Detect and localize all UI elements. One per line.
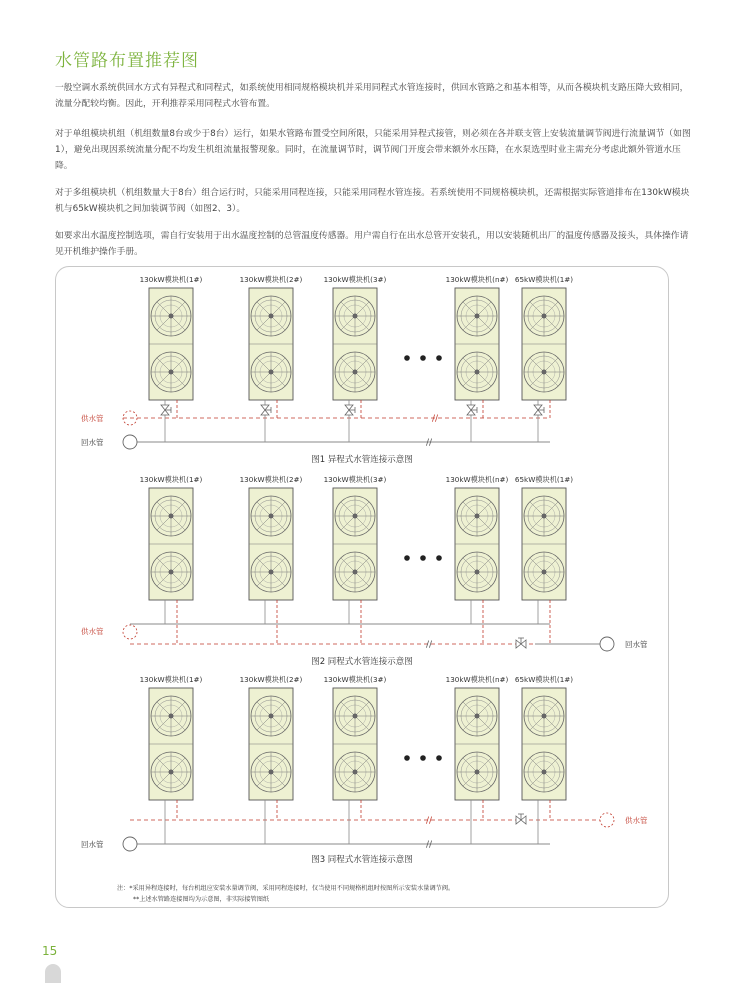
fan-icon xyxy=(151,296,191,336)
module-unit xyxy=(149,688,193,800)
module-unit xyxy=(333,688,377,800)
module-unit xyxy=(455,288,499,400)
ellipsis-dot xyxy=(436,755,442,761)
fan-icon xyxy=(251,496,291,536)
fan-icon xyxy=(524,496,564,536)
valve-icon xyxy=(467,405,477,415)
fan-icon xyxy=(151,696,191,736)
fan-icon xyxy=(524,296,564,336)
paragraph-single-group: 对于单组模块机组（机组数量8台或少于8台）运行，如果水管路布置受空间所限，只能采用异程式接管，则必须在各并联支管上安装流量调节阀进行流量调节（如图1），避免出现因系统流量分配不均发生机组流量报警现象。同时，在流量调节时，调节阀门开度会带来额外水压降，在水泵选型时业主需充分考虑此额外管道水压降。 xyxy=(55,129,691,171)
unit-label: 65kW模块机(1#) xyxy=(514,675,574,684)
diagram-2 xyxy=(81,475,648,667)
unit-label: 130kW模块机(2#) xyxy=(239,675,303,684)
fan-icon xyxy=(251,696,291,736)
unit-label: 130kW模块机(2#) xyxy=(239,275,303,284)
fan-icon xyxy=(457,696,497,736)
note-2: **上述水管路连接图均为示意图，非实际接管图纸 xyxy=(133,896,270,903)
module-unit xyxy=(149,488,193,600)
unit-label: 130kW模块机(1#) xyxy=(139,675,203,684)
return-pipe-end xyxy=(123,435,137,449)
supply-pipe-end xyxy=(600,813,614,827)
valve-icon xyxy=(345,405,355,415)
unit-label: 130kW模块机(3#) xyxy=(323,275,387,284)
valve-icon xyxy=(261,405,271,415)
unit-label: 130kW模块机(n#) xyxy=(445,675,509,684)
fan-icon xyxy=(335,696,375,736)
valve-icon xyxy=(516,638,526,648)
ellipsis-dot xyxy=(420,555,426,561)
fan-icon xyxy=(151,496,191,536)
fan-icon xyxy=(335,352,375,392)
pipe-break: // xyxy=(425,840,433,850)
paragraph-multi-group: 对于多组模块机（机组数量大于8台）组合运行时，只能采用同程连接，只能采用同程水管连接。若系统使用不同规格模块机，还需根据实际管道排布在130kW模块机与65kW模块机之间加装调节阀（如图2、3）。 xyxy=(55,188,690,214)
pipe-break: // xyxy=(431,414,439,424)
supply-label: 供水管 xyxy=(81,627,104,636)
module-unit xyxy=(249,688,293,800)
ellipsis-dot xyxy=(420,355,426,361)
unit-label: 130kW模块机(n#) xyxy=(445,275,509,284)
figure-caption: 图2 同程式水管连接示意图 xyxy=(311,657,413,667)
supply-label: 供水管 xyxy=(81,414,104,423)
module-unit xyxy=(522,288,566,400)
unit-label: 130kW模块机(2#) xyxy=(239,475,303,484)
page-tab xyxy=(45,964,61,983)
fan-icon xyxy=(524,352,564,392)
unit-label: 130kW模块机(3#) xyxy=(323,675,387,684)
fan-icon xyxy=(457,752,497,792)
return-pipe-end xyxy=(600,637,614,651)
return-label: 回水管 xyxy=(81,438,104,447)
fan-icon xyxy=(457,352,497,392)
return-label: 回水管 xyxy=(625,640,648,649)
module-unit xyxy=(333,488,377,600)
module-unit xyxy=(522,488,566,600)
module-unit xyxy=(455,688,499,800)
ellipsis-dot xyxy=(404,355,410,361)
module-unit xyxy=(333,288,377,400)
pipe-break: // xyxy=(425,438,433,448)
unit-label: 65kW模块机(1#) xyxy=(514,475,574,484)
return-label: 回水管 xyxy=(81,840,104,849)
supply-pipe-end xyxy=(123,625,137,639)
module-unit xyxy=(249,488,293,600)
fan-icon xyxy=(524,752,564,792)
fan-icon xyxy=(151,352,191,392)
fan-icon xyxy=(524,696,564,736)
fan-icon xyxy=(251,552,291,592)
note-1: 注：*采用异程连接时，每台机组应安装水量调节阀，采用同程连接时，仅当使用不同规格机组时按图所示安装水量调节阀。 xyxy=(117,885,455,892)
return-pipe-end xyxy=(123,837,137,851)
figure-caption: 图1 异程式水管连接示意图 xyxy=(311,455,413,465)
fan-icon xyxy=(151,552,191,592)
fan-icon xyxy=(151,752,191,792)
valve-icon xyxy=(516,814,526,824)
ellipsis-dot xyxy=(436,355,442,361)
piping-diagram xyxy=(55,266,669,908)
module-unit xyxy=(149,288,193,400)
ellipsis-dot xyxy=(436,555,442,561)
unit-label: 130kW模块机(1#) xyxy=(139,475,203,484)
module-unit xyxy=(522,688,566,800)
fan-icon xyxy=(251,296,291,336)
paragraph-temperature-sensor: 如要求出水温度控制选项，需自行安装用于出水温度控制的总管温度传感器。用户需自行在出水总管开安装孔，用以安装随机出厂的温度传感器及接头，具体操作请见开机维护操作手册。 xyxy=(55,231,689,257)
ellipsis-dot xyxy=(420,755,426,761)
module-unit xyxy=(455,488,499,600)
fan-icon xyxy=(251,352,291,392)
fan-icon xyxy=(251,752,291,792)
page-title: 水管路布置推荐图 xyxy=(55,51,199,71)
diagram-3 xyxy=(81,675,648,865)
ellipsis-dot xyxy=(404,555,410,561)
fan-icon xyxy=(335,552,375,592)
unit-label: 65kW模块机(1#) xyxy=(514,275,574,284)
pipe-break: // xyxy=(425,640,433,650)
fan-icon xyxy=(335,296,375,336)
pipe-break: // xyxy=(425,816,433,826)
paragraph-intro: 一般空调水系统供回水方式有异程式和同程式，如系统使用相同规格模块机并采用同程式水管连接时，供回水管路之和基本相等，从而各模块机支路压降大致相同，流量分配较均衡。因此，开利推荐采用同程式水管布置。 xyxy=(55,83,689,109)
unit-label: 130kW模块机(1#) xyxy=(139,275,203,284)
unit-label: 130kW模块机(n#) xyxy=(445,475,509,484)
ellipsis-dot xyxy=(404,755,410,761)
figure-caption: 图3 同程式水管连接示意图 xyxy=(311,855,413,865)
diagram-1 xyxy=(81,275,573,465)
module-unit xyxy=(249,288,293,400)
fan-icon xyxy=(335,496,375,536)
fan-icon xyxy=(457,552,497,592)
supply-label: 供水管 xyxy=(625,816,648,825)
page-number: 15 xyxy=(42,944,58,958)
fan-icon xyxy=(457,496,497,536)
valve-icon xyxy=(534,405,544,415)
fan-icon xyxy=(335,752,375,792)
fan-icon xyxy=(524,552,564,592)
fan-icon xyxy=(457,296,497,336)
unit-label: 130kW模块机(3#) xyxy=(323,475,387,484)
valve-icon xyxy=(161,405,171,415)
